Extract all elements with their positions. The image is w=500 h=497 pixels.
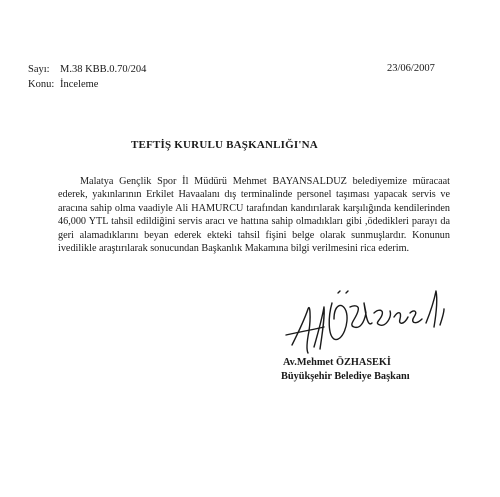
signatory-name: Av.Mehmet ÖZHASEKİ (283, 357, 391, 368)
body-line: geri alamadıklarını beyan ederek ekteki tahsil fişini belge olarak sunmuşlardır. Konunun (58, 229, 450, 241)
body-line: aracına sahip olma vaadiyle Ali HAMURCU tarafından kandırılarak karşılığında kendilerinden (58, 202, 450, 214)
body-line: ederek, yakınlarının Erkilet Havaalanı dış terminalinde personel taşıması yapacak servis ve (58, 189, 450, 201)
letter-body (58, 175, 450, 255)
sayi-label: Sayı: (28, 64, 50, 75)
handwritten-signature (284, 283, 454, 361)
konu-label: Konu: (28, 79, 55, 90)
body-line: 46,000 YTL tahsil edildiğini servis aracı ve hattına sahip olmadıkları gibi ,ödedikleri parayı da (58, 216, 450, 228)
letter-date: 23/06/2007 (387, 63, 435, 74)
body-line: ivedilikle araştırılarak sonucundan Başkanlık Makamına bilgi verilmesini rica ederim. (58, 243, 410, 255)
konu-value: İnceleme (60, 79, 99, 90)
recipient-heading: TEFTİŞ KURULU BAŞKANLIĞI'NA (131, 139, 318, 151)
sayi-value: M.38 KBB.0.70/204 (60, 64, 147, 75)
signatory-title: Büyükşehir Belediye Başkanı (281, 371, 410, 382)
body-line: Malatya Gençlik Spor İl Müdürü Mehmet BAYANSALDUZ belediyemize müracaat (80, 176, 450, 187)
